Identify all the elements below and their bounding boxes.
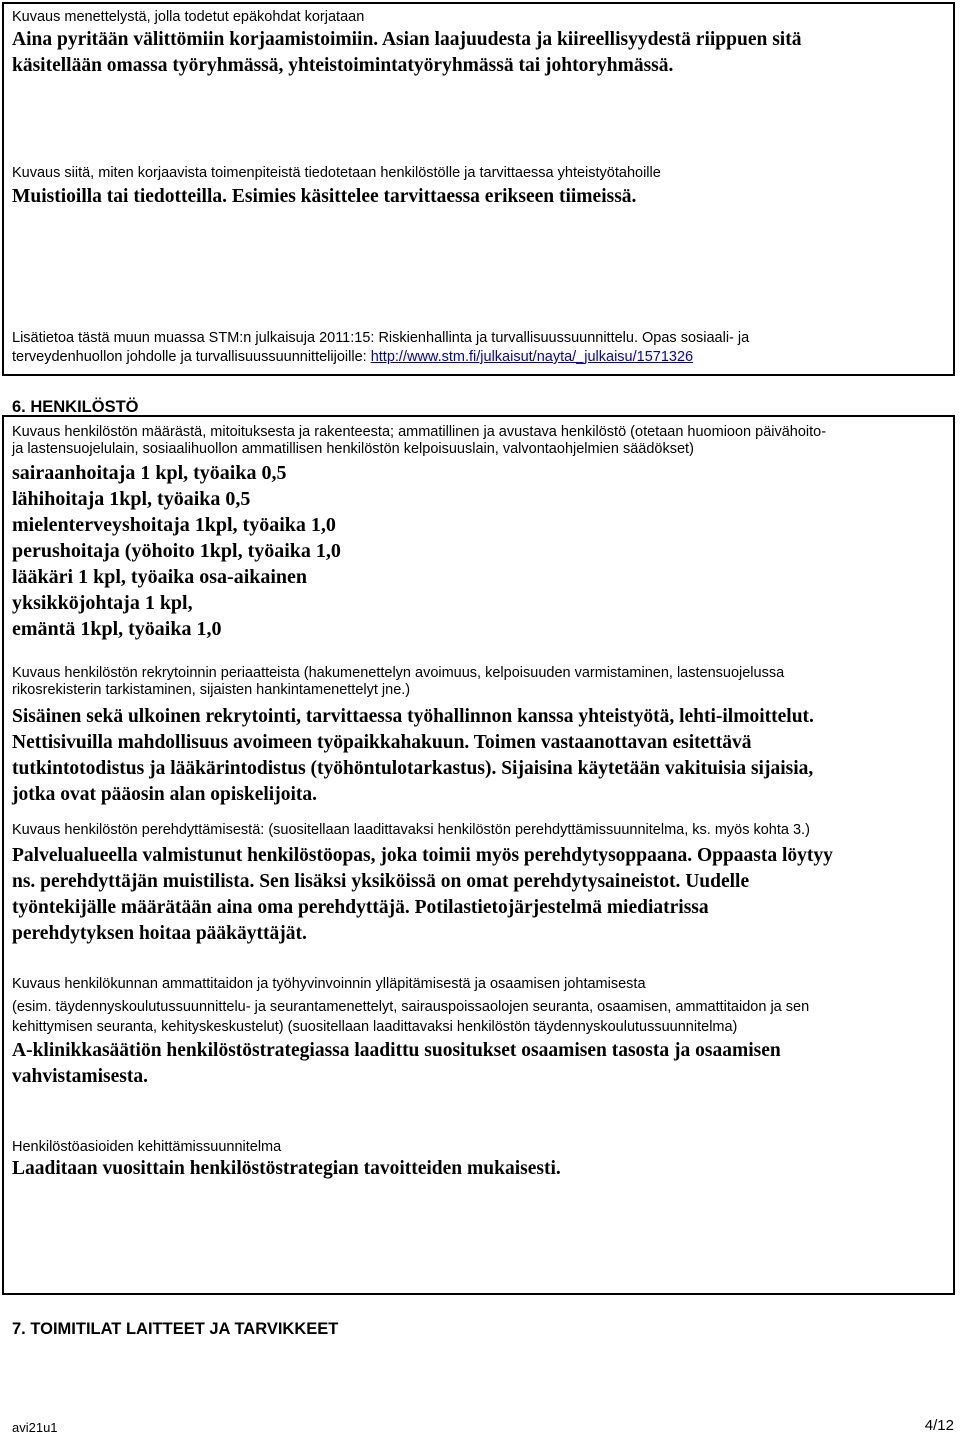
info-line-2: [12, 349, 693, 366]
recruit-label-line-2: rikosrekisterin tarkistaminen, sijaisten hankintamenettelyt jne.): [12, 682, 411, 698]
section-7-heading: 7. TOIMITILAT LAITTEET JA TARVIKKEET: [12, 1320, 339, 1338]
footer-page-number: 4/12: [924, 1417, 954, 1434]
staff-list-item: lähihoitaja 1kpl, työaika 0,5: [12, 488, 251, 510]
competence-answer-line: vahvistamisesta.: [12, 1066, 148, 1087]
orientation-label: Kuvaus henkilöstön perehdyttämisestä: (suositellaan laadittavaksi henkilöstön perehdyttämissuunnitelma, ks. myös kohta 3.): [12, 822, 810, 838]
staff-label-line-2: ja lastensuojelulain, sosiaalihuollon ammatillisen henkilöstön kelpoisuuslain, valvontaohjelmien säädökset): [12, 441, 694, 457]
corrective-procedure-answer-line-1: Aina pyritään välittömiin korjaamistoimiin. Asian laajuudesta ja kiireellisyydestä riippuen sitä: [12, 29, 802, 50]
staff-label-line-1: Kuvaus henkilöstön määrästä, mitoituksesta ja rakenteesta; ammatillinen ja avustava henkilöstö (otetaan huomioon päivähoito-: [12, 424, 827, 440]
recruit-label-line-1: Kuvaus henkilöstön rekrytoinnin periaatteista (hakumenettelyn avoimuus, kelpoisuuden varmistaminen, lastensuojelussa: [12, 665, 785, 681]
stm-publication-link[interactable]: http://www.stm.fi/julkaisut/nayta/_julkaisu/1571326: [370, 349, 694, 365]
orientation-answer-line: ns. perehdyttäjän muistilista. Sen lisäksi yksiköissä on omat perehdytysaineistot. Uudelle: [12, 871, 750, 892]
staff-list-item: emäntä 1kpl, työaika 1,0: [12, 618, 222, 640]
info-line-2-text: terveydenhuollon johdolle ja turvallisuussuunnittelijoille:: [12, 349, 371, 365]
orientation-answer-line: perehdytyksen hoitaa pääkäyttäjät.: [12, 923, 307, 944]
staff-list-item: yksikköjohtaja 1 kpl,: [12, 592, 193, 614]
recruit-answer-line: Sisäinen sekä ulkoinen rekrytointi, tarvittaessa työhallinnon kanssa yhteistyötä, lehti-ilmoittelut.: [12, 706, 814, 727]
informing-answer: Muistioilla tai tiedotteilla. Esimies käsittelee tarvittaessa erikseen tiimeissä.: [12, 186, 637, 207]
corrective-procedure-label: Kuvaus menettelystä, jolla todetut epäkohdat korjataan: [12, 9, 365, 25]
staff-list-item: mielenterveyshoitaja 1kpl, työaika 1,0: [12, 514, 336, 536]
recruit-answer-line: Nettisivuilla mahdollisuus avoimeen työpaikkahakuun. Toimen vastaanottavan esitettävä: [12, 732, 752, 753]
staff-list-item: sairaanhoitaja 1 kpl, työaika 0,5: [12, 462, 287, 484]
development-plan-answer: Laaditaan vuosittain henkilöstöstrategian tavoitteiden mukaisesti.: [12, 1158, 561, 1179]
staff-list-item: perushoitaja (yöhoito 1kpl, työaika 1,0: [12, 540, 341, 562]
footer-form-code: avi21u1: [12, 1420, 58, 1435]
competence-label-line-1: Kuvaus henkilökunnan ammattitaidon ja työhyvinvoinnin ylläpitämisestä ja osaamisen johtamisesta: [12, 976, 646, 992]
recruit-answer-line: jotka ovat pääosin alan opiskelijoita.: [12, 784, 318, 805]
info-line-1: Lisätietoa tästä muun muassa STM:n julkaisuja 2011:15: Riskienhallinta ja turvallisuussuunnittelu. Opas sosiaali- ja: [12, 330, 750, 346]
competence-answer-line: A-klinikkasäätiön henkilöstöstrategiassa laadittu suositukset osaamisen tasosta ja osaamisen: [12, 1040, 781, 1061]
section-6-heading: 6. HENKILÖSTÖ: [12, 398, 139, 416]
competence-label-line-3: kehittymisen seuranta, kehityskeskustelut) (suositellaan laadittavaksi henkilöstön täydennyskoulutussuunnitelma): [12, 1019, 738, 1035]
competence-label-line-2: (esim. täydennyskoulutussuunnittelu- ja seurantamenettelyt, sairauspoissaolojen seuranta, osaamisen, ammattitaidon ja sen: [12, 999, 810, 1015]
development-plan-label: Henkilöstöasioiden kehittämissuunnitelma: [12, 1139, 282, 1155]
orientation-answer-line: Palvelualueella valmistunut henkilöstöopas, joka toimii myös perehdytysoppaana. Oppaasta löytyy: [12, 845, 833, 866]
orientation-answer-line: työntekijälle määrätään aina oma perehdyttäjä. Potilastietojärjestelmä miediatrissa: [12, 897, 709, 918]
recruit-answer-line: tutkintotodistus ja lääkärintodistus (työhöntulotarkastus). Sijaisina käytetään vakituisia sijaisia,: [12, 758, 814, 779]
corrective-procedure-answer-line-2: käsitellään omassa työryhmässä, yhteistoimintatyöryhmässä tai johtoryhmässä.: [12, 55, 674, 76]
informing-label: Kuvaus siitä, miten korjaavista toimenpiteistä tiedotetaan henkilöstölle ja tarvittaessa yhteistyötahoille: [12, 165, 661, 181]
staff-list-item: lääkäri 1 kpl, työaika osa-aikainen: [12, 566, 308, 588]
